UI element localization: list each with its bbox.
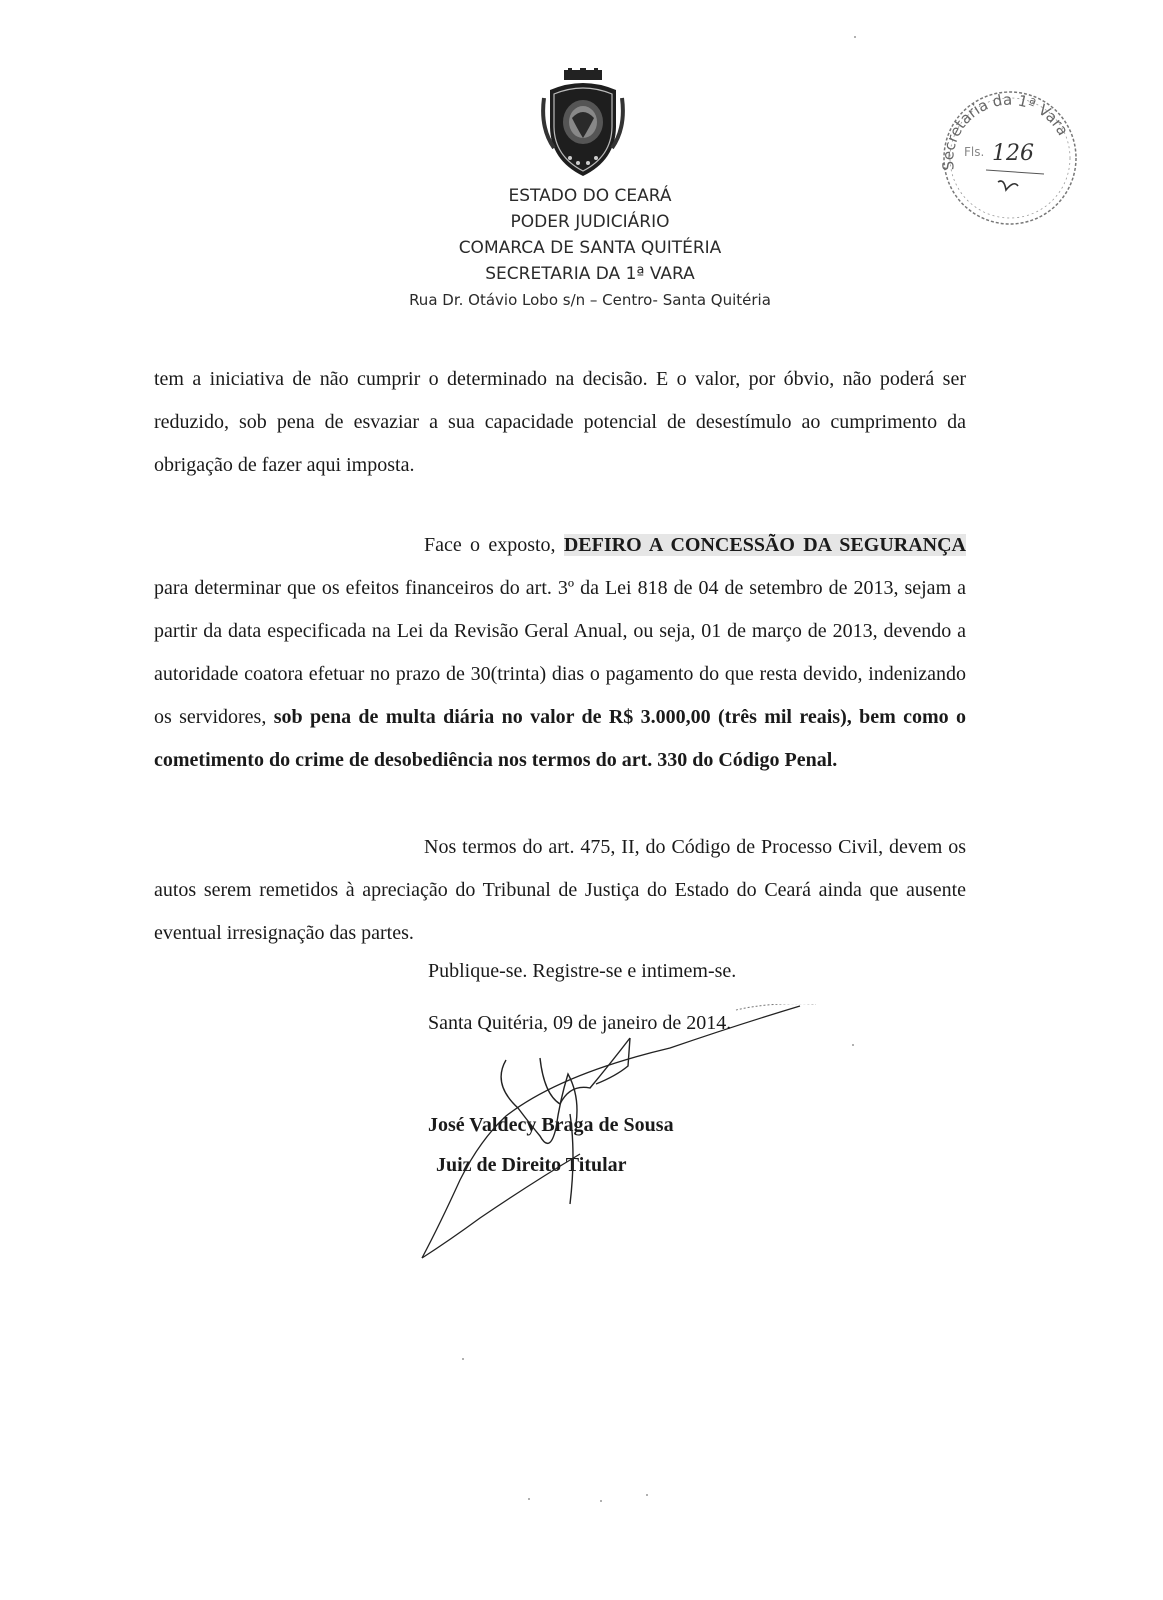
signatory-title: Juiz de Direito Titular	[436, 1154, 627, 1176]
stamp-folio-number: 126	[992, 141, 1034, 166]
closing-publication: Publique-se. Registre-se e intimem-se.	[428, 960, 737, 982]
scan-speck	[528, 1498, 530, 1500]
coat-of-arms-icon	[540, 68, 626, 180]
handwritten-signature	[420, 1004, 820, 1268]
folio-stamp	[934, 86, 1084, 234]
letterhead-power: PODER JUDICIÁRIO	[510, 212, 670, 232]
scan-speck	[852, 1044, 854, 1046]
decision-penalty: sob pena de multa diária no valor de R$ 3.000,00 (três mil reais), bem como o cometimento do crime de desobediência nos termos do art. 330 do Código Penal.	[154, 706, 966, 771]
stamp-folio-label: Fls.	[964, 145, 985, 159]
stamp-text: Secretaria da 1ª Vara	[939, 90, 1073, 172]
letterhead	[330, 183, 850, 313]
scan-speck	[854, 36, 856, 38]
signatory-name: José Valdecy Braga de Sousa	[428, 1114, 674, 1136]
letterhead-state: ESTADO DO CEARÁ	[508, 186, 672, 206]
decision-lead: Face o exposto,	[424, 534, 564, 556]
scan-speck	[462, 1358, 464, 1360]
letterhead-office: SECRETARIA DA 1ª VARA	[485, 264, 695, 284]
scan-speck	[600, 1500, 602, 1502]
scan-speck	[646, 1494, 648, 1496]
paragraph-appeal: Nos termos do art. 475, II, do Código de Processo Civil, devem os autos serem remetidos à apreciação do Tribunal de Justiça do Estado do Ceará ainda que ausente eventual irresignação das partes.	[154, 836, 966, 944]
place-and-date: Santa Quitéria, 09 de janeiro de 2014.	[428, 1012, 732, 1034]
decision-body: para determinar que os efeitos financeiros do art. 3º da Lei 818 de 04 de setembro de 2013, sejam a partir da data especificada na Lei da Revisão Geral Anual, ou seja, 01 de março de 2013, devendo a autoridade coatora efetuar no prazo de 30(trinta) dias o pagamento do que resta devido, indenizando os servidores,	[154, 577, 966, 728]
decision-grant: DEFIRO A CONCESSÃO DA SEGURANÇA	[563, 534, 966, 556]
letterhead-address: Rua Dr. Otávio Lobo s/n – Centro- Santa Quitéria	[409, 291, 771, 309]
paragraph-decision	[154, 524, 966, 782]
letterhead-district: COMARCA DE SANTA QUITÉRIA	[458, 238, 722, 258]
paragraph-obligation: tem a iniciativa de não cumprir o determinado na decisão. E o valor, por óbvio, não poderá ser reduzido, sob pena de esvaziar a sua capacidade potencial de desestímulo ao cumprimento da obrigação de fazer aqui imposta.	[154, 368, 966, 476]
